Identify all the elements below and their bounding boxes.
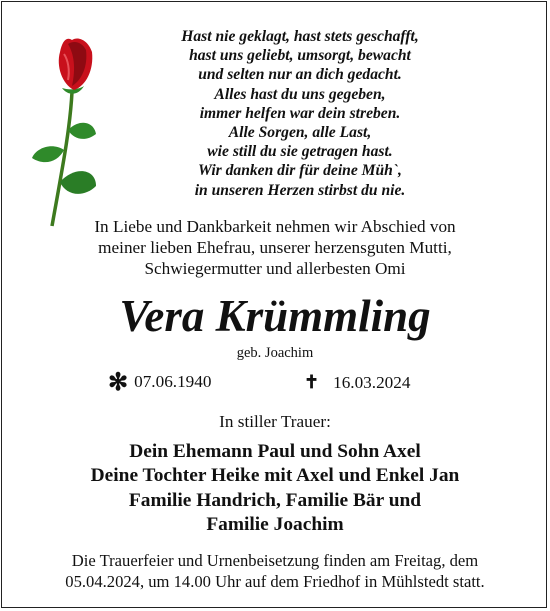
- poem-line: immer helfen war dein streben.: [199, 104, 401, 122]
- farewell-intro: [20, 216, 530, 280]
- poem-line: Alles hast du uns gegeben,: [214, 85, 386, 103]
- birth-date: 07.06.1940: [134, 372, 212, 391]
- funeral-notice-line: Die Trauerfeier und Urnenbeisetzung finden am Freitag, dem: [71, 551, 479, 570]
- death-date-row: [304, 371, 410, 394]
- birth-star-icon: ✻: [108, 370, 129, 396]
- death-cross-icon: ✝: [304, 372, 320, 392]
- intro-line: meiner lieben Ehefrau, unserer herzensguten Mutti,: [98, 238, 452, 258]
- death-date: 16.03.2024: [333, 373, 411, 392]
- poem-line: und selten nur an dich gedacht.: [198, 66, 402, 84]
- mourner-line: Dein Ehemann Paul und Sohn Axel: [129, 441, 421, 462]
- poem-line: wie still du sie getragen hast.: [207, 143, 393, 161]
- intro-line: Schwiegermutter und allerbesten Omi: [144, 259, 406, 279]
- funeral-notice-line: 05.04.2024, um 14.00 Uhr auf dem Friedhof in Mühlstedt statt.: [65, 571, 485, 591]
- birth-date-row: [108, 371, 211, 394]
- poem-line: hast uns geliebt, umsorgt, bewacht: [189, 47, 411, 65]
- intro-line: In Liebe und Dankbarkeit nehmen wir Abschied von: [94, 217, 456, 236]
- poem-line: in unseren Herzen stirbst du nie.: [194, 181, 406, 199]
- poem: [100, 27, 500, 200]
- mourner-line: Deine Tochter Heike mit Axel und Enkel Jan: [90, 465, 460, 487]
- rose-leaf-mid: [32, 146, 64, 162]
- mourner-line: Familie Handrich, Familie Bär und: [128, 489, 422, 511]
- mourners-list: [10, 440, 540, 537]
- maiden-name: geb. Joachim: [236, 345, 314, 361]
- mourner-line: Familie Joachim: [206, 513, 344, 535]
- funeral-notice: [10, 551, 540, 593]
- poem-line: Hast nie geklagt, hast stets geschafft,: [181, 28, 419, 45]
- mourning-label: In stiller Trauer:: [219, 412, 331, 431]
- poem-line: Wir danken dir für deine Müh`,: [198, 162, 402, 180]
- deceased-name: Vera Krümmling: [119, 291, 431, 341]
- rose-icon: [22, 30, 102, 230]
- rose-leaf-upper: [68, 123, 96, 139]
- poem-line: Alle Sorgen, alle Last,: [228, 124, 372, 142]
- rose-leaf-lower: [60, 171, 96, 194]
